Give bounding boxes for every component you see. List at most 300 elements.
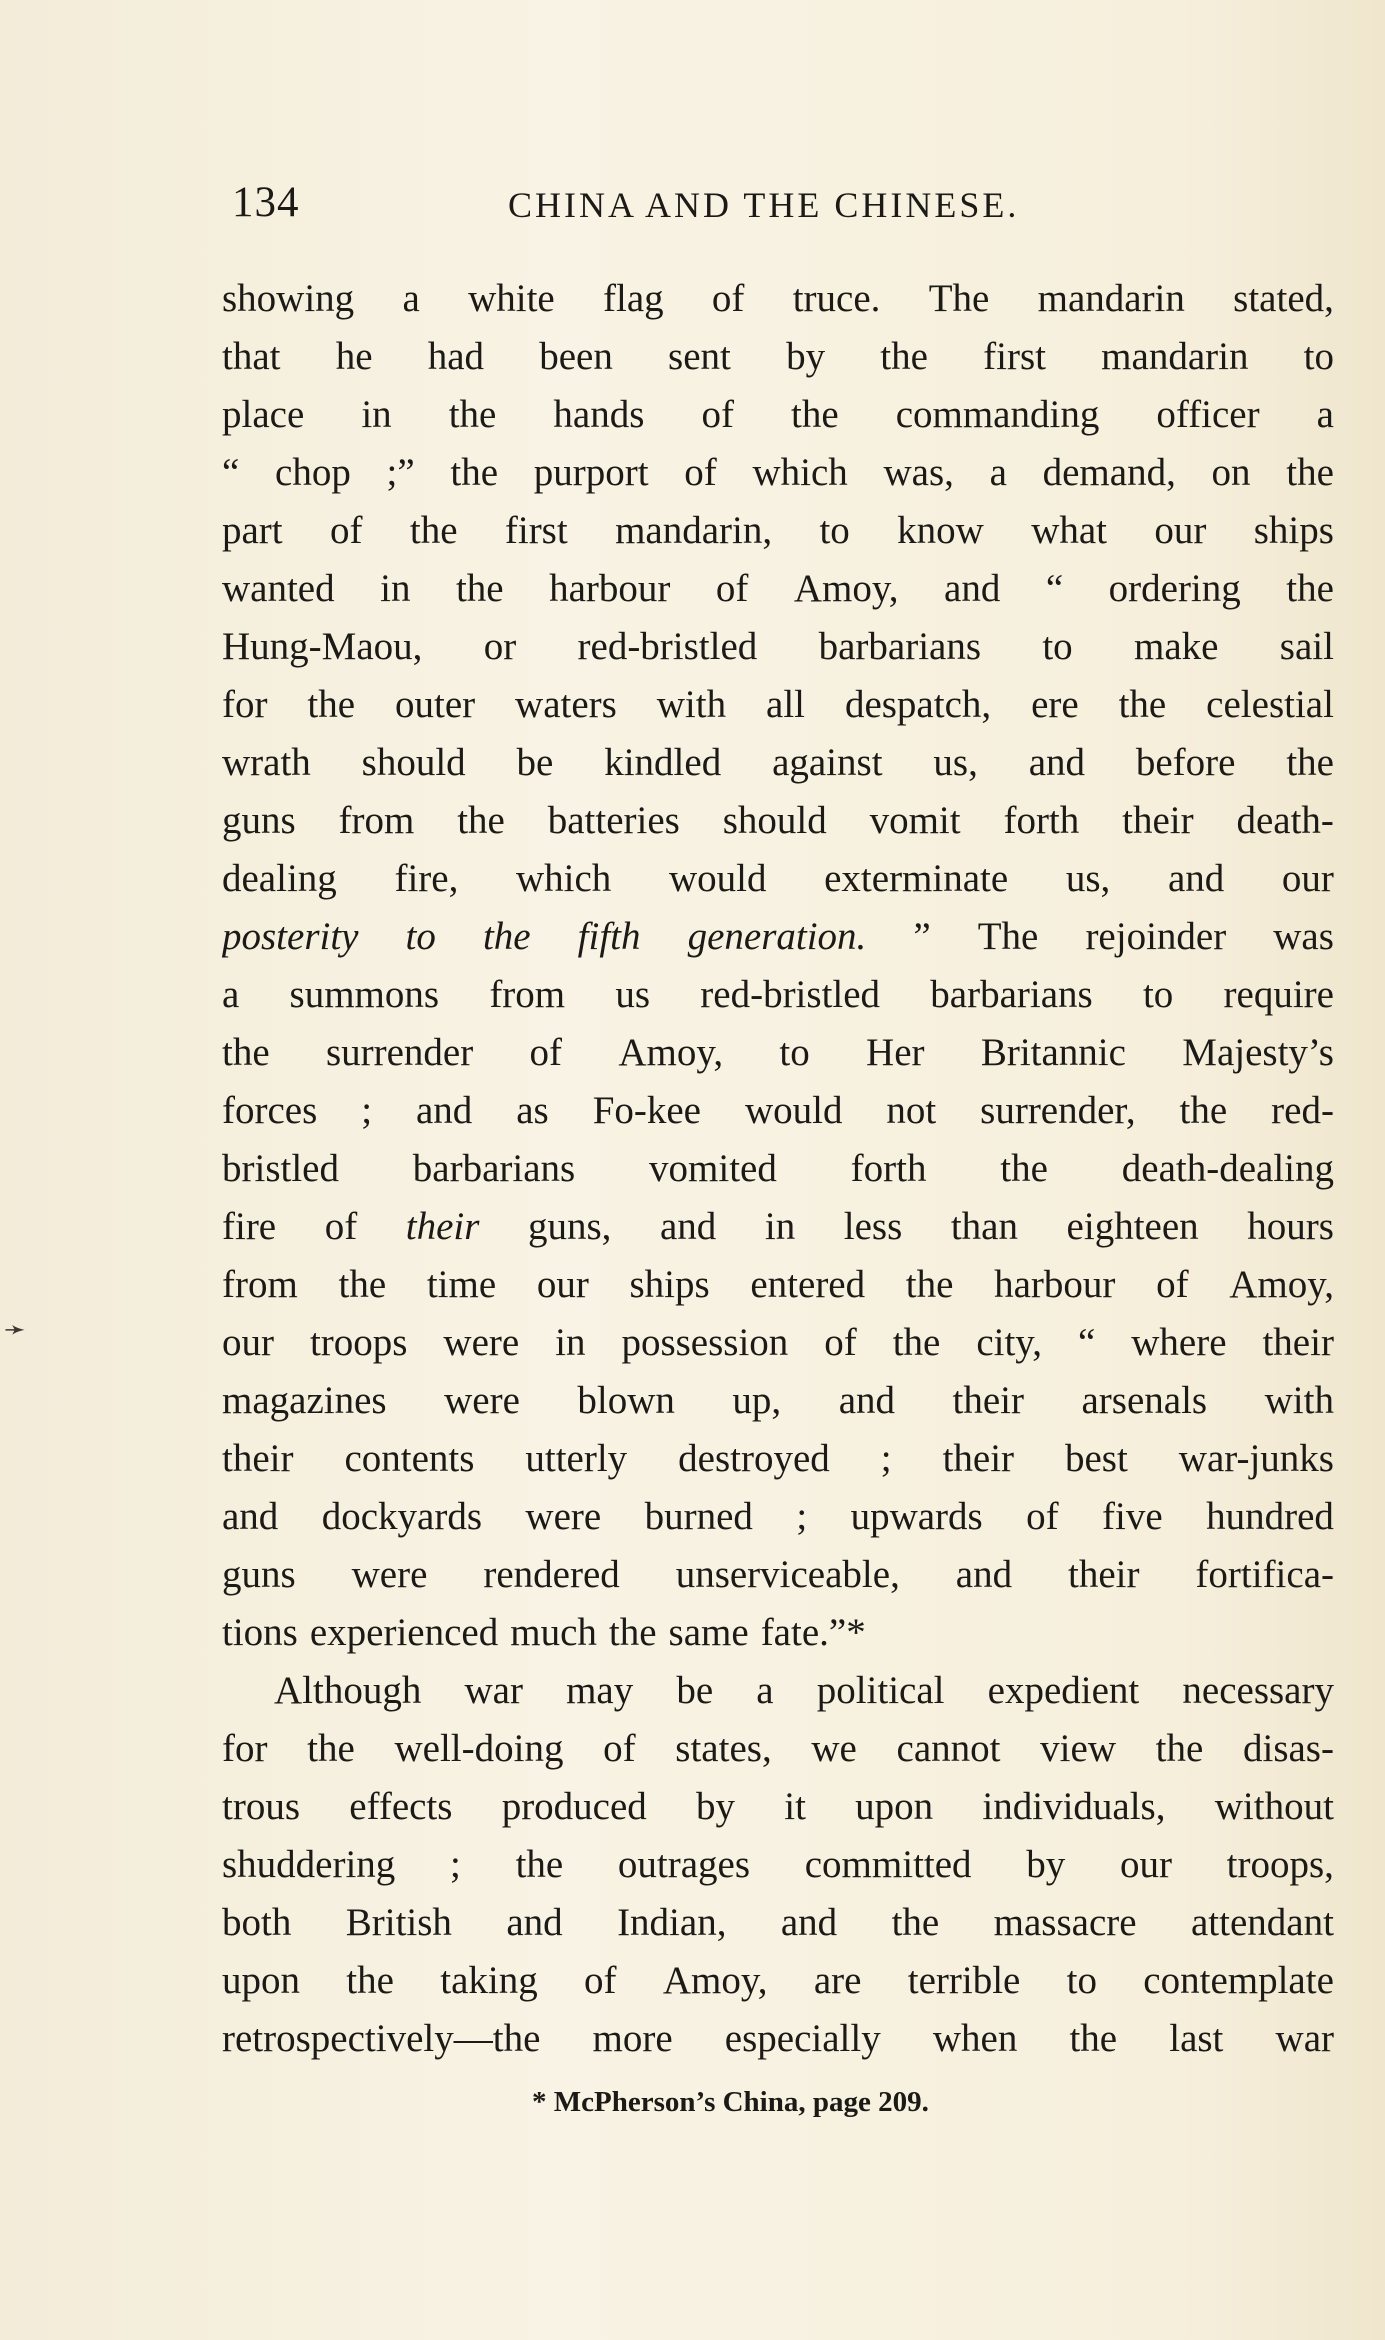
word: truce.	[792, 277, 881, 320]
word: the	[448, 393, 497, 436]
word: despatch,	[844, 683, 992, 726]
word: showing	[222, 277, 355, 320]
word: the	[1286, 741, 1334, 784]
word: the	[1069, 2017, 1118, 2060]
text-line	[222, 502, 1334, 560]
word: in	[764, 1205, 796, 1248]
text-line	[222, 2010, 1334, 2068]
word: and	[1028, 741, 1085, 784]
word: us,	[933, 741, 978, 784]
word: ;	[450, 1843, 461, 1886]
word: our	[222, 1321, 274, 1364]
word: in	[555, 1321, 586, 1364]
text-line	[222, 734, 1334, 792]
word: harbour	[549, 567, 671, 610]
word: are	[813, 1959, 862, 2002]
word: a	[402, 277, 420, 320]
word: ;	[796, 1495, 808, 1538]
word: red-	[1271, 1089, 1334, 1132]
word: guns	[222, 1553, 296, 1596]
word: to	[1042, 625, 1073, 668]
word: to	[1303, 335, 1334, 378]
word: harbour	[994, 1263, 1116, 1306]
word: the	[1155, 1727, 1204, 1770]
word: and	[416, 1089, 473, 1132]
word: and	[780, 1901, 838, 1944]
text-line	[222, 328, 1334, 386]
word: our	[1154, 509, 1207, 552]
text-line	[222, 1778, 1334, 1836]
word: had	[427, 335, 485, 378]
word: our	[536, 1263, 589, 1306]
word: it	[784, 1785, 806, 1828]
word: we	[811, 1727, 857, 1770]
word: unserviceable,	[675, 1553, 900, 1596]
word: their	[1068, 1553, 1140, 1596]
word: outer	[394, 683, 476, 726]
word: part	[222, 509, 283, 552]
word: all	[766, 683, 806, 726]
word: waters	[515, 683, 617, 726]
word: entered	[750, 1263, 866, 1306]
text-line	[222, 1024, 1334, 1082]
word: ;	[880, 1437, 892, 1480]
word: death-	[1236, 799, 1334, 842]
text-line	[222, 1082, 1334, 1140]
word: cannot	[896, 1727, 1001, 1770]
word: Amoy,	[618, 1031, 724, 1074]
word: best	[1065, 1437, 1128, 1480]
word: Fo-kee	[592, 1089, 701, 1132]
text-line	[222, 444, 1334, 502]
word: utterly	[525, 1437, 628, 1480]
word: the	[791, 393, 839, 436]
word: five	[1102, 1495, 1163, 1538]
word: fire,	[394, 857, 459, 900]
word: the	[450, 451, 499, 494]
word: “	[1077, 1321, 1096, 1364]
word: of	[330, 509, 363, 552]
word: mandarin	[1037, 277, 1185, 320]
word: by	[696, 1785, 736, 1828]
text-line	[222, 1256, 1334, 1314]
word: Her	[866, 1031, 925, 1074]
word: their	[1122, 799, 1194, 842]
word: from	[222, 1263, 298, 1306]
word: upwards	[850, 1495, 983, 1538]
word: Amoy,	[1229, 1263, 1334, 1306]
text-line	[222, 1372, 1334, 1430]
word: arsenals	[1081, 1379, 1208, 1422]
word: for	[222, 683, 268, 726]
word: batteries	[547, 799, 680, 842]
word: upon	[222, 1959, 300, 2002]
word: where	[1131, 1321, 1227, 1364]
text-line	[222, 386, 1334, 444]
word: to	[1142, 973, 1174, 1016]
word: vomited	[649, 1147, 777, 1190]
word: a	[222, 973, 240, 1016]
word: especially	[724, 2017, 881, 2060]
text-line	[222, 908, 1334, 966]
word: our	[1281, 857, 1334, 900]
text-line	[222, 1894, 1334, 1952]
margin-mark: ➛	[4, 1315, 26, 1345]
word: of	[584, 1959, 617, 2002]
word: and	[222, 1495, 279, 1538]
word: would	[668, 857, 767, 900]
word: war	[1275, 2017, 1334, 2060]
word: summons	[289, 973, 440, 1016]
word: the	[409, 509, 458, 552]
word: destroyed	[678, 1437, 830, 1480]
word: or	[483, 625, 517, 668]
word: the	[1286, 451, 1334, 494]
text-line	[222, 1198, 1334, 1256]
word: the	[307, 1727, 355, 1770]
word: should	[361, 741, 466, 784]
word: guns	[222, 799, 296, 842]
word: and	[1167, 857, 1225, 900]
word: stated,	[1233, 277, 1334, 320]
word: been	[539, 335, 613, 378]
word: were	[443, 1321, 520, 1364]
word: was	[1273, 915, 1334, 958]
word: “	[222, 451, 240, 494]
word: produced	[501, 1785, 647, 1828]
text-line	[222, 1836, 1334, 1894]
body-text	[222, 270, 1334, 2068]
word: hands	[553, 393, 645, 436]
word: flag	[603, 277, 664, 320]
word: us	[615, 973, 651, 1016]
word: to	[779, 1031, 810, 1074]
word: much	[510, 1611, 597, 1654]
word: ”	[913, 915, 931, 958]
word: possession	[621, 1321, 789, 1364]
word: of	[824, 1321, 857, 1364]
word: rejoinder	[1085, 915, 1227, 958]
word: British	[345, 1901, 452, 1944]
word: the	[905, 1263, 954, 1306]
word: troops	[309, 1321, 408, 1364]
word: disas-	[1242, 1727, 1334, 1770]
word: that	[222, 335, 281, 378]
word: war-junks	[1178, 1437, 1334, 1480]
word: eighteen	[1066, 1205, 1199, 1248]
word: barbarians	[930, 973, 1093, 1016]
word: contents	[344, 1437, 475, 1480]
word: as	[516, 1089, 549, 1132]
word: generation.	[687, 915, 867, 958]
word: officer	[1156, 393, 1260, 436]
word: first	[504, 509, 568, 552]
word: the	[338, 1263, 387, 1306]
word: was,	[883, 451, 954, 494]
word: “	[1045, 567, 1064, 610]
word: from	[338, 799, 415, 842]
word: of	[529, 1031, 563, 1074]
word: were	[525, 1495, 602, 1538]
word: of	[711, 277, 745, 320]
word: of	[324, 1205, 358, 1248]
word: time	[426, 1263, 497, 1306]
text-line	[222, 1952, 1334, 2010]
word: place	[222, 393, 305, 436]
word: of	[1026, 1495, 1059, 1538]
word: ;”	[386, 451, 415, 494]
word: exterminate	[824, 857, 1009, 900]
word: the	[1179, 1089, 1228, 1132]
word: red-bristled	[700, 973, 881, 1016]
word: and	[944, 567, 1001, 610]
word: taking	[440, 1959, 538, 2002]
word: may	[566, 1669, 634, 1712]
text-line	[222, 1314, 1334, 1372]
word: in	[361, 393, 392, 436]
word: hours	[1247, 1205, 1334, 1248]
word: fire	[222, 1205, 277, 1248]
word: contemplate	[1143, 1959, 1334, 2002]
word: attendant	[1190, 1901, 1334, 1944]
word: Amoy,	[662, 1959, 768, 2002]
word: fortifica-	[1195, 1553, 1334, 1596]
word: not	[886, 1089, 937, 1132]
word: magazines	[222, 1379, 387, 1422]
word: the	[1000, 1147, 1048, 1190]
word: committed	[804, 1843, 972, 1886]
word: Majesty’s	[1182, 1031, 1334, 1074]
word: a	[1316, 393, 1334, 436]
word: dealing	[222, 857, 337, 900]
word: The	[977, 915, 1039, 958]
word: ships	[1253, 509, 1334, 552]
word: forth	[1003, 799, 1080, 842]
word: well-doing	[394, 1727, 564, 1770]
word: when	[932, 2017, 1018, 2060]
word: chop	[275, 451, 351, 494]
word: barbarians	[818, 625, 982, 668]
word: their	[1262, 1321, 1334, 1364]
word: their	[405, 1205, 480, 1248]
text-line	[222, 1720, 1334, 1778]
word: surrender	[325, 1031, 474, 1074]
word: war	[464, 1669, 523, 1712]
word: purport	[533, 451, 649, 494]
word: political	[816, 1669, 945, 1712]
word: both	[222, 1901, 292, 1944]
footnote: * McPherson’s China, page 209.	[532, 2086, 929, 2118]
word: tions	[222, 1611, 298, 1654]
text-line	[222, 1604, 1334, 1662]
word: and	[659, 1205, 717, 1248]
word: mandarin	[1101, 335, 1249, 378]
word: would	[744, 1089, 843, 1132]
word: less	[843, 1205, 903, 1248]
word: ships	[629, 1263, 710, 1306]
word: the	[482, 915, 531, 958]
word: fifth	[577, 915, 641, 958]
word: of	[701, 393, 734, 436]
word: Amoy,	[793, 567, 899, 610]
word: same	[668, 1611, 749, 1654]
word: the	[455, 567, 504, 610]
word: rendered	[483, 1553, 620, 1596]
word: us,	[1065, 857, 1111, 900]
text-line	[222, 676, 1334, 734]
word: experienced	[309, 1611, 499, 1654]
word: be	[676, 1669, 714, 1712]
word: a	[989, 451, 1007, 494]
word: against	[772, 741, 883, 784]
word: states,	[675, 1727, 772, 1770]
word: and	[506, 1901, 563, 1944]
text-line	[222, 792, 1334, 850]
word: and	[955, 1553, 1013, 1596]
word: with	[1264, 1379, 1334, 1422]
text-line	[222, 1430, 1334, 1488]
word: ere	[1031, 683, 1079, 726]
word: guns,	[527, 1205, 612, 1248]
word: by	[1026, 1843, 1066, 1886]
text-line	[222, 618, 1334, 676]
word: the	[892, 1321, 941, 1364]
word: which	[752, 451, 848, 494]
word: the	[457, 799, 505, 842]
word: which	[515, 857, 612, 900]
word: the	[1286, 567, 1334, 610]
word: The	[928, 277, 990, 320]
word: trous	[222, 1785, 300, 1828]
word: of	[715, 567, 749, 610]
text-line	[222, 1140, 1334, 1198]
word: and	[838, 1379, 895, 1422]
text-line	[222, 1546, 1334, 1604]
word: their	[942, 1437, 1015, 1480]
word: retrospectively—the	[222, 2017, 541, 2060]
word: sent	[668, 335, 731, 378]
word: in	[380, 567, 411, 610]
word: view	[1040, 1727, 1116, 1770]
word: to	[1066, 1959, 1097, 2002]
word: forth	[850, 1147, 927, 1190]
word: more	[592, 2017, 673, 2060]
word: Although	[274, 1669, 422, 1712]
word: the	[608, 1611, 657, 1654]
word: without	[1214, 1785, 1334, 1828]
word: demand,	[1042, 451, 1176, 494]
text-line	[222, 1662, 1334, 1720]
word: commanding	[895, 393, 1100, 436]
word: Hung-Maou,	[222, 625, 423, 668]
word: than	[950, 1205, 1018, 1248]
word: blown	[577, 1379, 675, 1422]
word: Indian,	[617, 1901, 727, 1944]
word: the	[222, 1031, 270, 1074]
text-line	[222, 1488, 1334, 1546]
text-line	[222, 850, 1334, 908]
word: mandarin,	[615, 509, 773, 552]
word: vomit	[869, 799, 961, 842]
word: the	[515, 1843, 564, 1886]
word: know	[897, 509, 984, 552]
word: the	[307, 683, 356, 726]
word: massacre	[993, 1901, 1137, 1944]
word: of	[684, 451, 717, 494]
word: burned	[644, 1495, 753, 1538]
word: their	[952, 1379, 1024, 1422]
word: hundred	[1206, 1495, 1334, 1538]
word: the	[346, 1959, 394, 2002]
word: surrender,	[980, 1089, 1136, 1132]
word: require	[1223, 973, 1334, 1016]
word: dockyards	[321, 1495, 483, 1538]
word: for	[222, 1727, 268, 1770]
word: ordering	[1108, 567, 1241, 610]
word: first	[983, 335, 1046, 378]
text-line	[222, 560, 1334, 618]
word: what	[1031, 509, 1107, 552]
word: necessary	[1182, 1669, 1334, 1712]
word: to	[819, 509, 850, 552]
word: death-dealing	[1121, 1147, 1334, 1190]
word: terrible	[907, 1959, 1021, 2002]
word: up,	[732, 1379, 782, 1422]
word: effects	[349, 1785, 453, 1828]
word: from	[489, 973, 566, 1016]
word: were	[444, 1379, 520, 1422]
word: barbarians	[412, 1147, 576, 1190]
word: upon	[855, 1785, 934, 1828]
word: red-bristled	[577, 625, 758, 668]
word: shuddering	[222, 1843, 396, 1886]
word: outrages	[617, 1843, 751, 1886]
word: ;	[361, 1089, 373, 1132]
word: city,	[976, 1321, 1043, 1364]
word: sail	[1279, 625, 1334, 668]
word: of	[1156, 1263, 1189, 1306]
word: wanted	[222, 567, 335, 610]
word: troops,	[1226, 1843, 1334, 1886]
word: on	[1211, 451, 1251, 494]
word: kindled	[604, 741, 722, 784]
text-line	[222, 270, 1334, 328]
word: our	[1119, 1843, 1172, 1886]
word: should	[722, 799, 827, 842]
word: posterity	[222, 915, 359, 958]
word: individuals,	[982, 1785, 1166, 1828]
word: fate.”*	[760, 1611, 866, 1654]
word: be	[516, 741, 554, 784]
word: last	[1169, 2017, 1224, 2060]
word: by	[786, 335, 826, 378]
word: to	[405, 915, 436, 958]
word: a	[756, 1669, 774, 1712]
word: their	[222, 1437, 294, 1480]
word: wrath	[222, 741, 311, 784]
word: the	[1118, 683, 1167, 726]
word: white	[468, 277, 555, 320]
page-number: 134	[232, 179, 300, 226]
word: were	[351, 1553, 428, 1596]
text-line	[222, 966, 1334, 1024]
word: the	[880, 335, 928, 378]
word: bristled	[222, 1147, 339, 1190]
running-head: CHINA AND THE CHINESE.	[508, 185, 1020, 225]
word: celestial	[1206, 683, 1334, 726]
word: with	[656, 683, 727, 726]
word: expedient	[987, 1669, 1140, 1712]
